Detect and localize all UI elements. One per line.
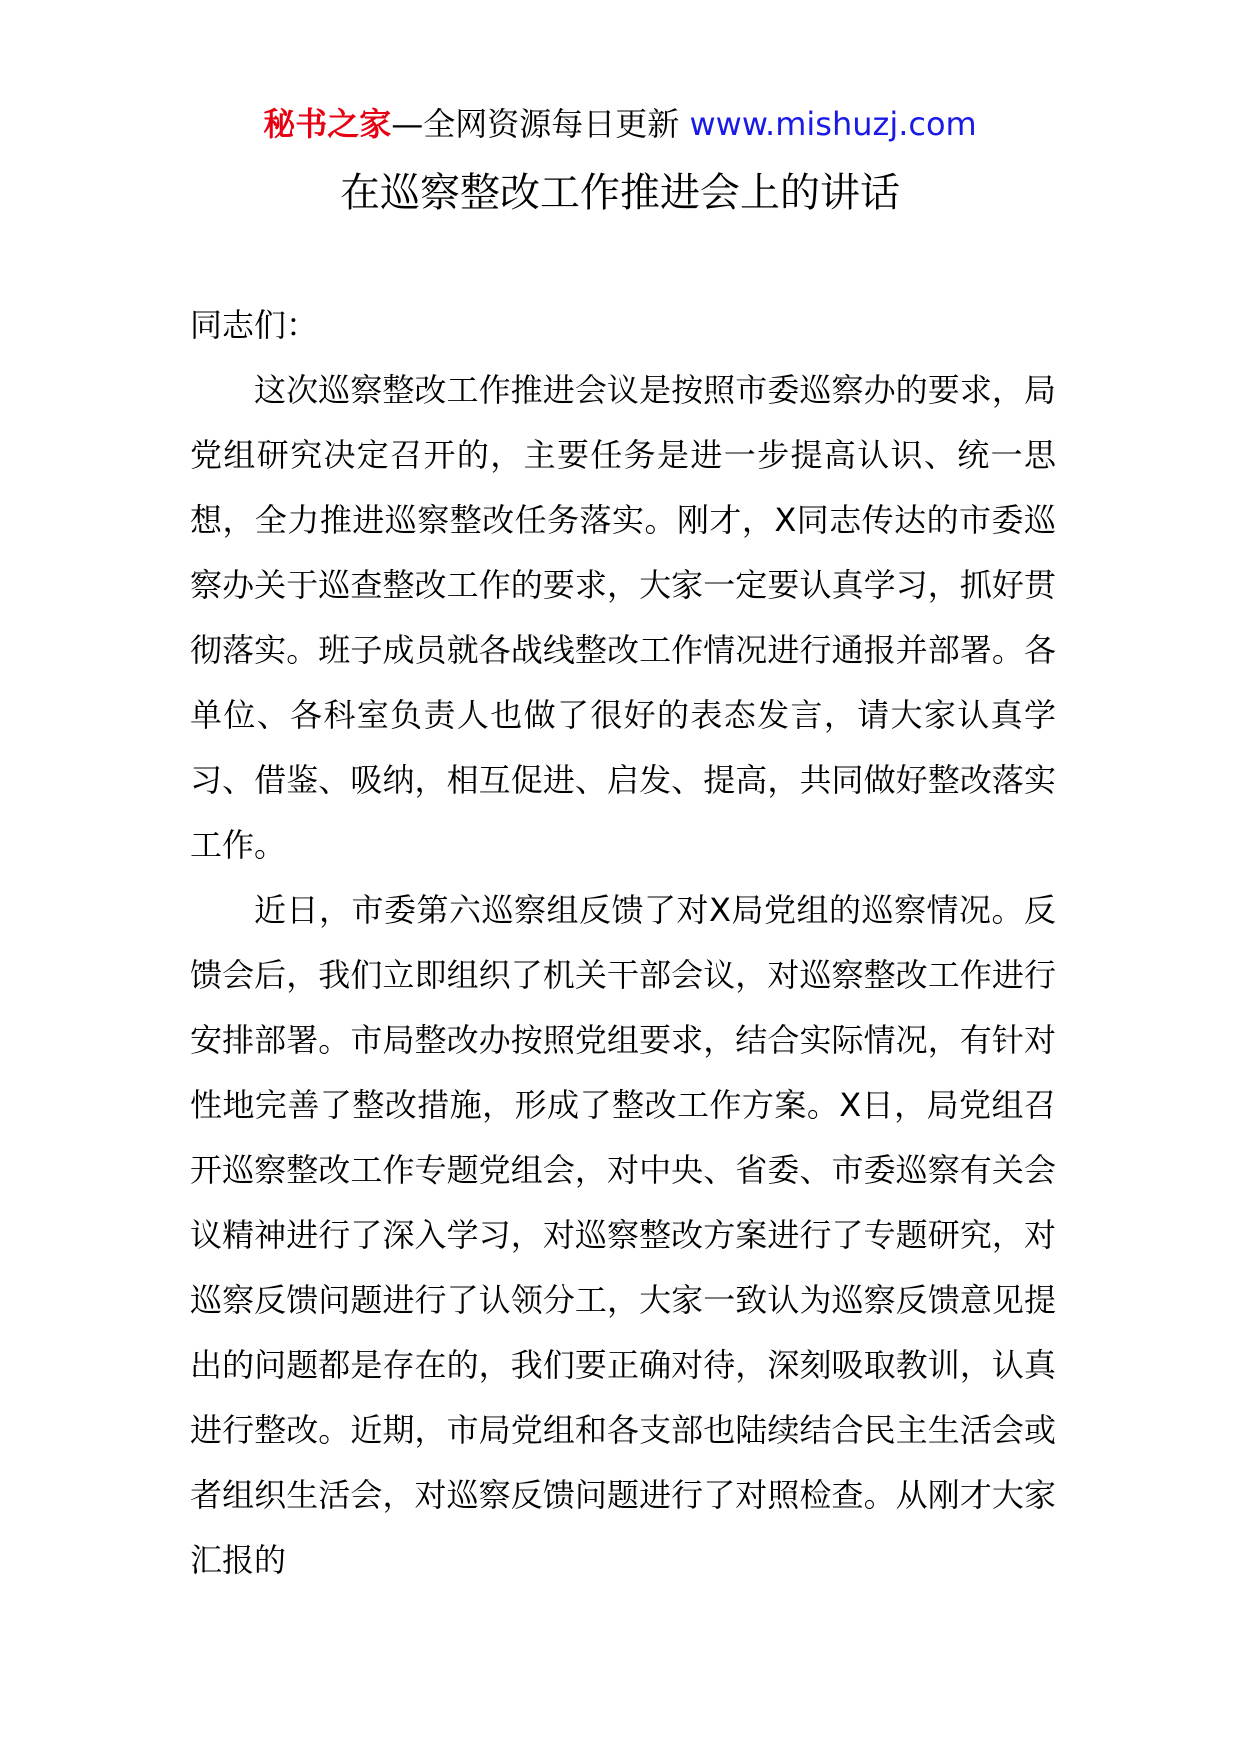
header-url-link[interactable]: www.mishuzj.com <box>689 105 977 143</box>
header-slogan: —全网资源每日更新 <box>391 105 680 143</box>
document-title: 在巡察整改工作推进会上的讲话 <box>340 170 900 216</box>
salutation: 同志们： <box>190 306 319 344</box>
document-body <box>190 293 1056 1593</box>
paragraph-2: 近日，市委第六巡察组反馈了对X局党组的巡察情况。反馈会后，我们立即组织了机关干部会议，对巡察整改工作进行安排部署。市局整改办按照党组要求，结合实际情况，有针对性地完善了整改措施，形成了整改工作方案。X日，局党组召开巡察整改工作专题党组会，对中央、省委、市委巡察有关会议精神进行了深入学习，对巡察整改方案进行了专题研究，对巡察反馈问题进行了认领分工，大家一致认为巡察反馈意见提出的问题都是存在的，我们要正确对待，深刻吸取教训，认真进行整改。近期，市局党组和各支部也陆续结合民主生活会或者组织生活会，对巡察反馈问题进行了对照检查。从刚才大家汇报的 <box>190 891 1056 1579</box>
brand-name: 秘书之家 <box>263 105 392 143</box>
site-header <box>0 100 1240 148</box>
paragraph-1: 这次巡察整改工作推进会议是按照市委巡察办的要求，局党组研究决定召开的，主要任务是进一步提高认识、统一思想，全力推进巡察整改任务落实。刚才，X同志传达的市委巡察办关于巡查整改工作的要求，大家一定要认真学习，抓好贯彻落实。班子成员就各战线整改工作情况进行通报并部署。各单位、各科室负责人也做了很好的表态发言，请大家认真学习、借鉴、吸纳，相互促进、启发、提高，共同做好整改落实工作。 <box>190 371 1056 864</box>
